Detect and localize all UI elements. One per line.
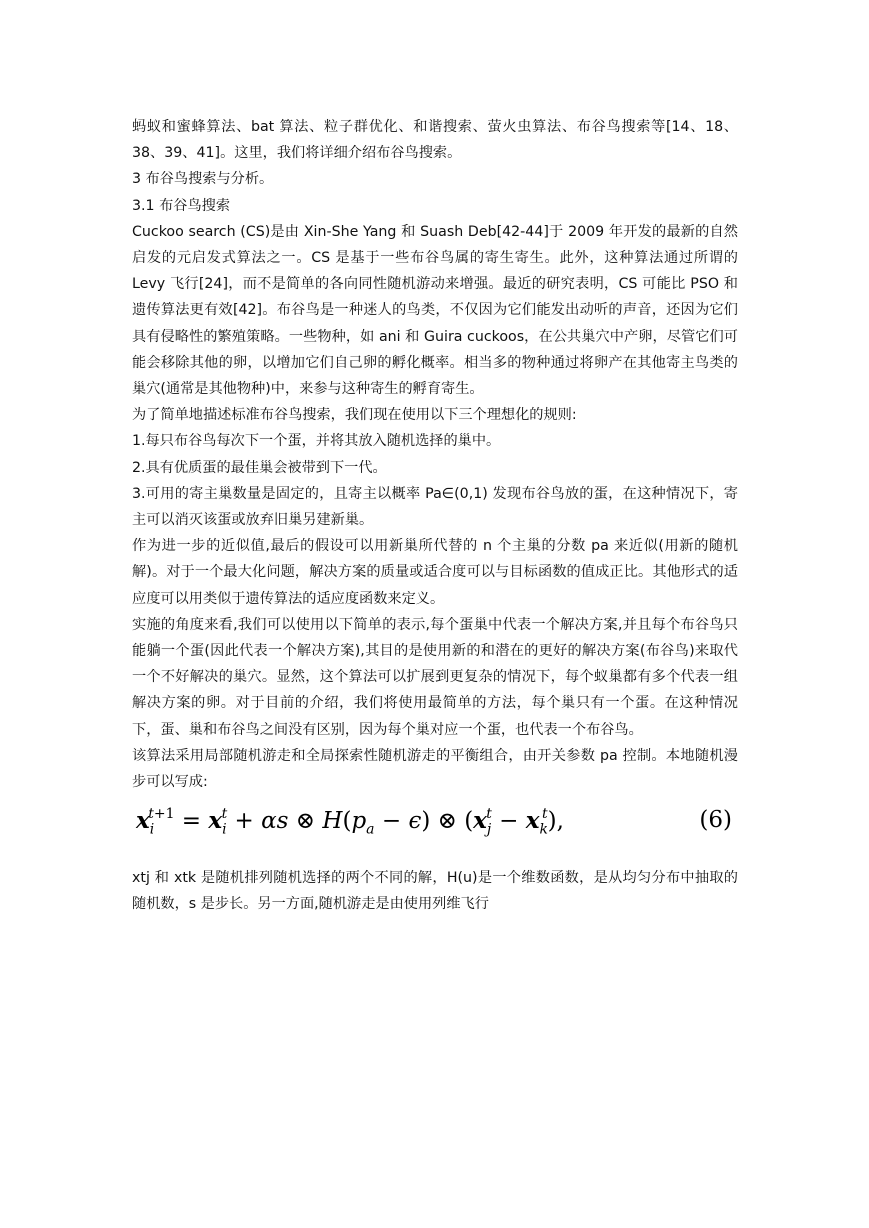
rule-2: 2.具有优质蛋的最佳巢会被带到下一代。: [132, 459, 387, 476]
paragraph-rules-intro: 为了简单地描述标准布谷鸟搜索，我们现在使用以下三个理想化的规则:: [132, 407, 577, 424]
equation-number: (6): [699, 807, 732, 834]
document-page: [132, 114, 738, 918]
paragraph-after-equation: xtj 和 xtk 是随机排列随机选择的两个不同的解，H(u)是一个维数函数，是从均匀分布中抽取的随机数，s 是步长。另一方面,随机游走是由使用列维飞行: [132, 870, 738, 913]
paragraph-approximation: 作为进一步的近似值,最后的假设可以用新巢所代替的 n 个主巢的分数 pa 来近似(用新的随机解)。对于一个最大化问题，解决方案的质量或适合度可以与目标函数的值成正比。其他形式的适应度可以用类似于遗传算法的适应度函数来定义。: [132, 538, 738, 607]
subsection-heading: 3.1 布谷鸟搜索: [132, 197, 231, 214]
equation-6: [132, 797, 738, 857]
paragraph-intro: 蚂蚁和蜜蜂算法、bat 算法、粒子群优化、和谐搜索、萤火虫算法、布谷鸟搜索等[14、18、38、39、41]。这里，我们将详细介绍布谷鸟搜索。: [132, 119, 738, 162]
paragraph-cuckoo-search: Cuckoo search (CS)是由 Xin-She Yang 和 Suash Deb[42-44]于 2009 年开发的最新的自然启发的元启发式算法之一。CS 是基于一些布谷鸟属的寄生寄生。此外，这种算法通过所谓的 Levy 飞行[24]，而不是简单的各向同性随机游动来增强。最近的研究表明，CS 可能比 PSO 和遗传算法更有效[42]。布谷鸟是一种迷人的鸟类，不仅因为它们能发出动听的声音，还因为它们具有侵略性的繁殖策略。一些物种，如 ani 和 Guira cuckoos，在公共巢穴中产卵，尽管它们可能会移除其他的卵，以增加它们自己卵的孵化概率。相当多的物种通过将卵产在其他寄主鸟类的巢穴(通常是其他物种)中，来参与这种寄生的孵育寄生。: [132, 223, 738, 398]
equation-body: $x_i^{t+1} = x_i^t + \alpha s$ ⊗ $H(p_a - \epsilon)$ ⊗ $(x_j^t - x_k^t)$,: [136, 805, 564, 838]
paragraph-implementation: 实施的角度来看,我们可以使用以下简单的表示,每个蛋巢中代表一个解决方案,并且每个布谷鸟只能躺一个蛋(因此代表一个解决方案),其目的是使用新的和潜在的更好的解决方案(布谷鸟)来取代一个不好解决的巢穴。显然，这个算法可以扩展到更复杂的情况下，每个蚁巢都有多个代表一组解决方案的卵。对于目前的介绍，我们将使用最简单的方法，每个巢只有一个蛋。在这种情况下，蛋、巢和布谷鸟之间没有区别，因为每个巢对应一个蛋，也代表一个布谷鸟。: [132, 616, 738, 738]
paragraph-random-walk: 该算法采用局部随机游走和全局探索性随机游走的平衡组合，由开关参数 pa 控制。本地随机漫步可以写成:: [132, 747, 738, 791]
section-heading: 3 布谷鸟搜索与分析。: [132, 171, 274, 188]
rule-1: 1.每只布谷鸟每次下一个蛋，并将其放入随机选择的巢中。: [132, 433, 501, 450]
rule-3: 3.可用的寄主巢数量是固定的，且寄主以概率 Pa∈(0,1) 发现布谷鸟放的蛋，在这种情况下，寄主可以消灭该蛋或放弃旧巢另建新巢。: [132, 485, 738, 529]
